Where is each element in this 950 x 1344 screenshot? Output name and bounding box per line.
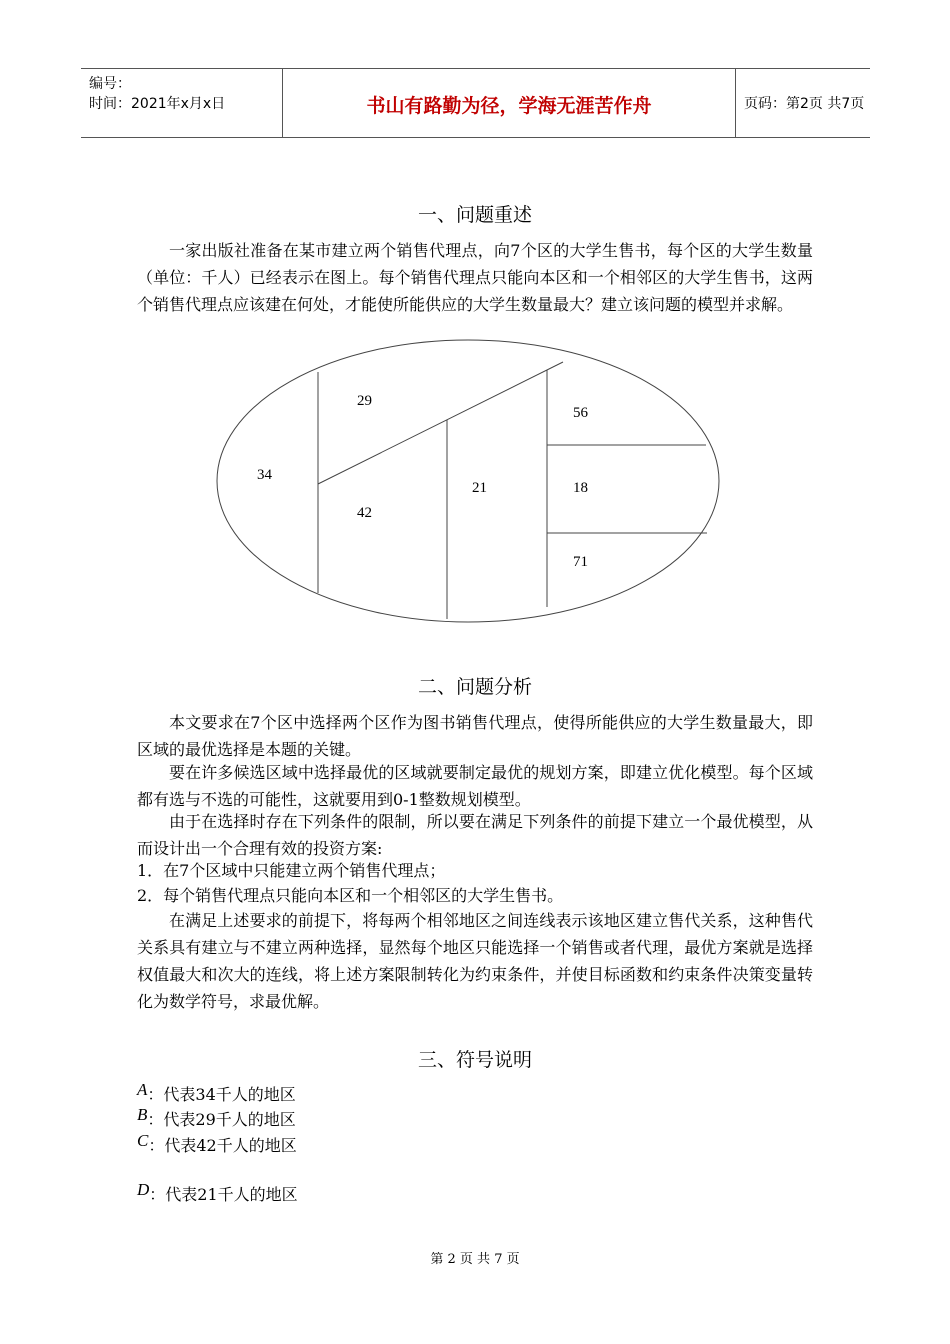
region-label-18: 18 xyxy=(573,480,588,496)
symbol-var: C xyxy=(137,1131,149,1150)
symbol-var: D xyxy=(137,1180,150,1199)
map-outline xyxy=(217,340,719,622)
paragraph-analysis-1: 本文要求在7个区中选择两个区作为图书销售代理点，使得所能供应的大学生数量最大，即区域的最优选择是本题的关键。 xyxy=(137,713,813,759)
region-label-34: 34 xyxy=(257,467,272,483)
header-page-info: 页码：第2页 共7页 xyxy=(744,96,865,112)
paragraph-analysis-3: 由于在选择时存在下列条件的限制，所以要在满足下列条件的前提下建立一个最优模型，从而设计出一个合理有效的投资方案: xyxy=(137,812,813,858)
symbol-desc: ：代表21千人的地区 xyxy=(149,1185,298,1204)
header-number-label: 编号： xyxy=(89,76,131,92)
symbol-row-b xyxy=(137,1107,296,1130)
paragraph-problem-statement: 一家出版社准备在某市建立两个销售代理点，向7个区的大学生售书，每个区的大学生数量（单位：千人）已经表示在图上。每个销售代理点只能向本区和一个相邻区的大学生售书，这两个销售代理点应该建在何处，才能使所能供应的大学生数量最大？建立该问题的模型并求解。 xyxy=(137,241,813,314)
symbol-var: A xyxy=(137,1080,148,1099)
paragraph-analysis-4: 在满足上述要求的前提下，将每两个相邻地区之间连线表示该地区建立售代关系，这种售代关系具有建立与不建立两种选择，显然每个地区只能选择一个销售或者代理，最优方案就是选择权值最大和次大的连线，将上述方案限制转化为约束条件，并使目标函数和约束条件决策变量转化为数学符号，求最优解。 xyxy=(137,911,813,1011)
symbol-desc: ：代表42千人的地区 xyxy=(148,1136,297,1155)
region-label-71: 71 xyxy=(573,554,588,570)
symbol-desc: ：代表29千人的地区 xyxy=(147,1110,296,1129)
symbol-row-a xyxy=(137,1082,296,1105)
symbol-var: B xyxy=(137,1105,148,1124)
region-label-29: 29 xyxy=(357,393,372,409)
header-time-label: 时间：2021年x月x日 xyxy=(89,96,226,112)
paragraph-analysis-2: 要在许多候选区域中选择最优的区域就要制定最优的规划方案，即建立优化模型。每个区域都有选与不选的可能性，这就要用到0-1整数规划模型。 xyxy=(137,763,813,809)
divider-diagonal xyxy=(318,362,563,484)
region-label-42: 42 xyxy=(357,505,372,521)
region-label-21: 21 xyxy=(472,480,487,496)
symbol-row-d xyxy=(137,1182,298,1205)
page-footer: 第 2 页 共 7 页 xyxy=(430,1252,520,1267)
section-title-2: 二、问题分析 xyxy=(417,676,532,698)
symbol-row-c xyxy=(137,1133,297,1156)
symbol-desc: ：代表34千人的地区 xyxy=(147,1085,296,1104)
list-item-2: 2．每个销售代理点只能向本区和一个相邻区的大学生售书。 xyxy=(137,886,564,905)
section-title-1: 一、问题重述 xyxy=(417,204,532,226)
region-label-56: 56 xyxy=(573,405,588,421)
list-item-1: 1．在7个区域中只能建立两个销售代理点； xyxy=(137,861,446,880)
header-motto: 书山有路勤为径，学海无涯苦作舟 xyxy=(366,95,652,117)
section-title-3: 三、符号说明 xyxy=(417,1049,532,1071)
